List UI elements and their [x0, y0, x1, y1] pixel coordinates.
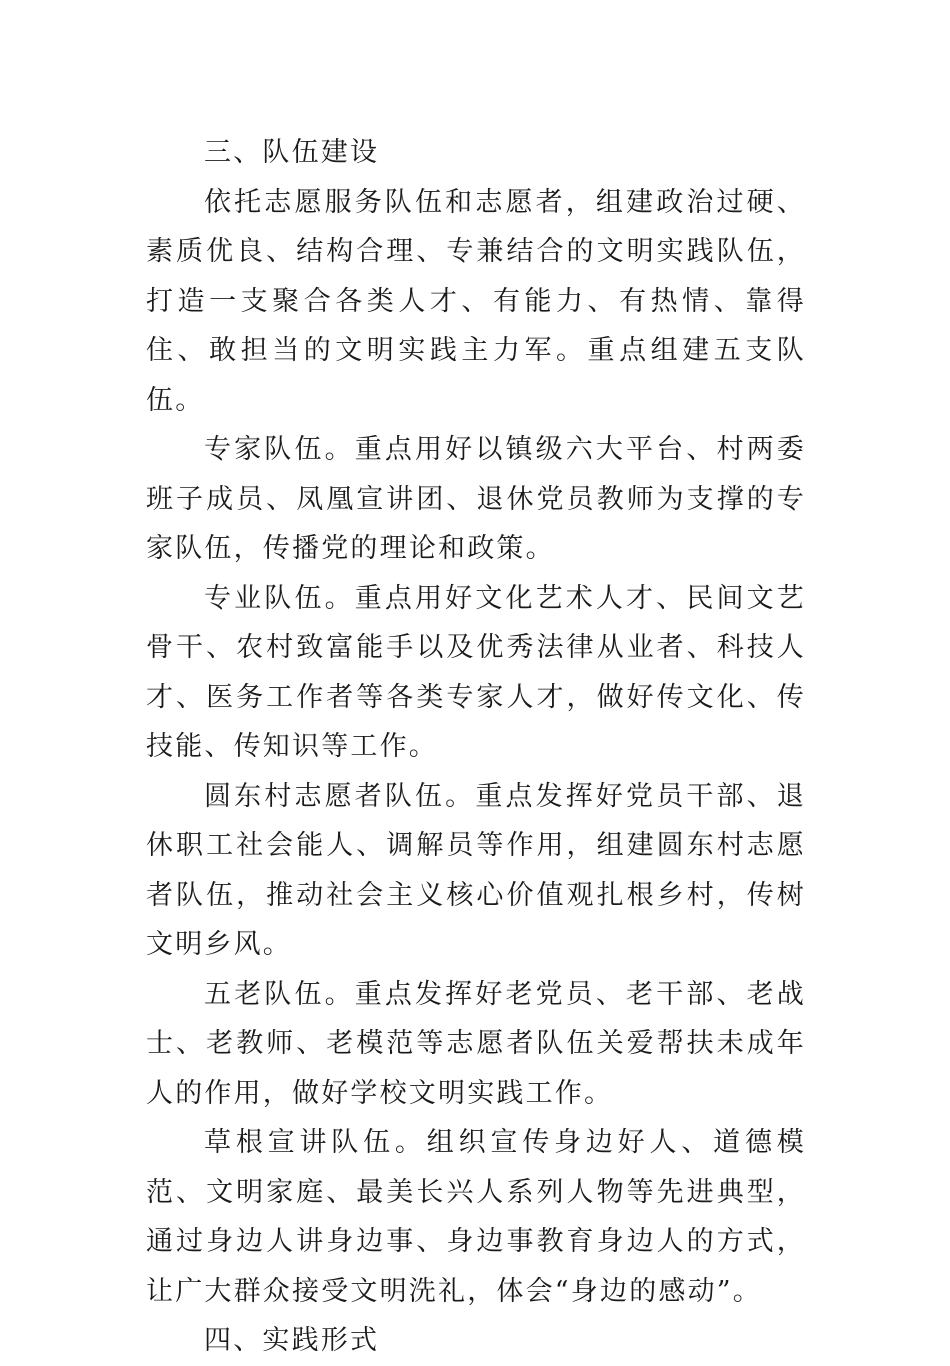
paragraph-professional-team: 专业队伍。重点用好文化艺术人才、民间文艺骨干、农村致富能手以及优秀法律从业者、科技人才、医务工作者等各类专家人才，做好传文化、传技能、传知识等工作。 [146, 582, 806, 762]
paragraph-intro: 依托志愿服务队伍和志愿者，组建政治过硬、素质优良、结构合理、专兼结合的文明实践队伍，打造一支聚合各类人才、有能力、有热情、靠得住、敢担当的文明实践主力军。重点组建五支队伍。 [146, 186, 806, 416]
paragraph-grassroots-team: 草根宣讲队伍。组织宣传身边好人、道德模范、文明家庭、最美长兴人系列人物等先进典型，通过身边人讲身边事、身边事教育身边人的方式，让广大群众接受文明洗礼，体会“身边的感动”。 [146, 1127, 806, 1307]
section-heading-team-building: 三、队伍建设 [204, 137, 380, 168]
paragraph-five-elders-team: 五老队伍。重点发挥好老党员、老干部、老战士、老教师、老模范等志愿者队伍关爱帮扶未成年人的作用，做好学校文明实践工作。 [146, 978, 806, 1109]
document-body [146, 128, 806, 1366]
paragraph-expert-team: 专家队伍。重点用好以镇级六大平台、村两委班子成员、凤凰宣讲团、退休党员教师为支撑的专家队伍，传播党的理论和政策。 [146, 434, 806, 564]
section-heading-practice-forms: 四、实践形式 [204, 1325, 380, 1356]
paragraph-village-volunteer-team: 圆东村志愿者队伍。重点发挥好党员干部、退休职工社会能人、调解员等作用，组建圆东村志愿者队伍，推动社会主义核心价值观扎根乡村，传树文明乡风。 [146, 780, 806, 960]
